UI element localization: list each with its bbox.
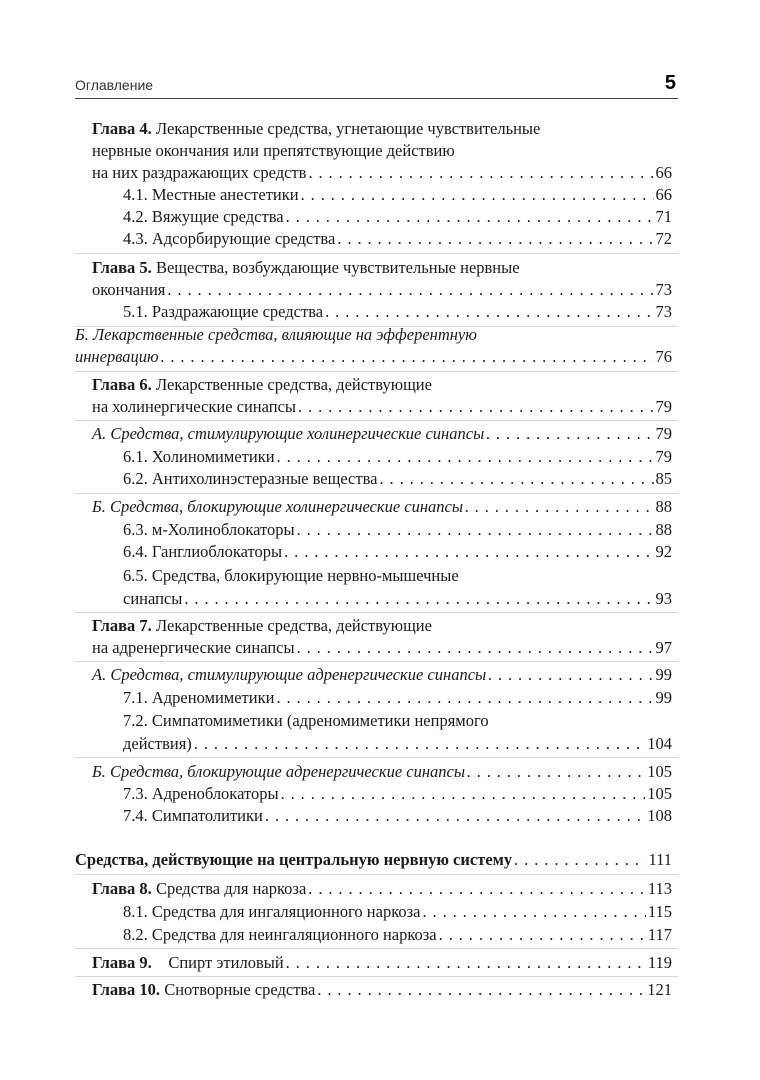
leader-dots <box>308 878 646 900</box>
toc-entry-text: 6.2. Антихолинэстеразные вещества <box>123 469 378 488</box>
toc-entry-text: 6.1. Холиномиметики <box>123 447 275 466</box>
toc-entry[interactable] <box>92 162 672 184</box>
toc-entry[interactable] <box>123 541 672 563</box>
leader-dots <box>308 162 653 184</box>
chapter-label: Глава 7. <box>92 616 152 635</box>
toc-entry[interactable] <box>123 805 672 827</box>
leader-dots <box>286 952 646 974</box>
leader-dots <box>276 687 653 709</box>
toc-page-number: 73 <box>655 280 672 299</box>
divider <box>75 661 678 662</box>
chapter-title: Лекарственные средства, угнетающие чувствительные <box>155 119 541 138</box>
toc-page-number: 97 <box>655 638 672 657</box>
toc-entry[interactable] <box>92 878 672 900</box>
leader-dots <box>265 805 645 827</box>
toc-entry-text: 4.1. Местные анестетики <box>123 185 299 204</box>
toc-entry-text: 6.4. Ганглиоблокаторы <box>123 542 283 561</box>
leader-dots <box>337 228 653 250</box>
toc-entry[interactable] <box>123 206 672 228</box>
toc-entry-text: 7.1. Адреномиметики <box>123 688 275 707</box>
toc-page-number: 99 <box>655 665 672 684</box>
toc-item-6-5-heading: 6.5. Средства, блокирующие нервно-мышечные <box>123 566 459 585</box>
leader-dots <box>161 346 654 368</box>
toc-item-7-2-heading: 7.2. Симпатомиметики (адреномиметики непрямого <box>123 711 489 730</box>
toc-page-number: 108 <box>647 806 672 825</box>
toc-page-number: 113 <box>647 879 672 898</box>
leader-dots <box>514 849 646 871</box>
toc-entry-text: на них раздражающих средств <box>92 163 307 182</box>
divider <box>75 948 678 949</box>
toc-entry-text: Глава 10. Снотворные средства <box>92 980 316 999</box>
toc-entry-text: Глава 9. Спирт этиловый <box>92 953 284 972</box>
toc-entry-text: на холинергические синапсы <box>92 397 296 416</box>
chapter-title: Лекарственные средства, действующие <box>155 616 432 635</box>
toc-page-number: 79 <box>655 447 672 466</box>
toc-page-number: 88 <box>655 497 672 516</box>
toc-page-number: 121 <box>647 980 672 999</box>
toc-entry[interactable] <box>92 761 672 783</box>
toc-entry[interactable] <box>92 952 672 974</box>
toc-page-number: 119 <box>647 953 672 972</box>
leader-dots <box>301 184 654 206</box>
divider <box>75 976 678 977</box>
toc-entry-text: 8.2. Средства для неингаляционного наркоза <box>123 925 437 944</box>
toc-page-number: 117 <box>647 925 672 944</box>
toc-entry[interactable] <box>123 184 672 206</box>
leader-dots <box>422 901 645 923</box>
toc-entry[interactable] <box>92 979 672 1001</box>
divider <box>75 612 678 613</box>
toc-chapter-7-heading <box>92 615 672 637</box>
toc-page-number: 115 <box>647 902 672 921</box>
toc-page-number: 76 <box>655 347 672 366</box>
toc-entry[interactable] <box>123 588 672 610</box>
leader-dots <box>184 588 653 610</box>
toc-entry-text: синапсы <box>123 589 183 608</box>
toc-entry[interactable] <box>123 519 672 541</box>
toc-chapter-6-heading <box>92 374 672 396</box>
chapter-label: Глава 4. <box>92 119 152 138</box>
toc-entry[interactable] <box>92 396 672 418</box>
header-title: Оглавление <box>75 77 154 93</box>
toc-page-number: 79 <box>655 424 672 443</box>
toc-entry-text: Средства, действующие на центральную нервную систему <box>75 850 513 869</box>
toc-entry[interactable] <box>123 446 672 468</box>
toc-entry[interactable] <box>92 496 672 518</box>
leader-dots <box>465 496 653 518</box>
toc-entry-text: А. Средства, стимулирующие холинергические синапсы <box>92 424 485 443</box>
toc-entry[interactable] <box>123 783 672 805</box>
toc-entry-text: А. Средства, стимулирующие адренергические синапсы <box>92 665 487 684</box>
toc-page-number: 104 <box>647 734 672 753</box>
leader-dots <box>380 468 654 490</box>
leader-dots <box>486 423 653 445</box>
toc-page-number: 72 <box>655 229 672 248</box>
toc-page-number: 99 <box>655 688 672 707</box>
chapter-title: Лекарственные средства, действующие <box>155 375 432 394</box>
toc-entry-text: 5.1. Раздражающие средства <box>123 302 324 321</box>
toc-entry-text: 4.2. Вяжущие средства <box>123 207 284 226</box>
leader-dots <box>284 541 653 563</box>
toc-entry[interactable] <box>123 687 672 709</box>
leader-dots <box>488 664 653 686</box>
chapter-title: Вещества, возбуждающие чувствительные нервные <box>155 258 520 277</box>
toc-entry[interactable] <box>123 468 672 490</box>
toc-entry-text: на адренергические синапсы <box>92 638 295 657</box>
toc-page-number: 73 <box>655 302 672 321</box>
toc-entry-text: 8.1. Средства для ингаляционного наркоза <box>123 902 421 921</box>
toc-chapter-5-heading <box>92 257 672 279</box>
toc-page-number: 105 <box>647 762 672 781</box>
toc-entry[interactable] <box>92 423 672 445</box>
toc-page-number: 105 <box>647 784 672 803</box>
leader-dots <box>298 396 654 418</box>
leader-dots <box>467 761 645 783</box>
toc-entry-text: 7.3. Адреноблокаторы <box>123 784 279 803</box>
toc-entry-text: Б. Средства, блокирующие адренергические синапсы <box>92 762 466 781</box>
toc-entry-text: окончания <box>92 280 166 299</box>
toc-entry-text: Б. Средства, блокирующие холинергические синапсы <box>92 497 464 516</box>
toc-entry[interactable] <box>92 664 672 686</box>
divider <box>75 420 678 421</box>
toc-entry[interactable] <box>123 301 672 323</box>
toc-entry[interactable] <box>123 901 672 923</box>
divider <box>75 493 678 494</box>
divider <box>75 874 678 875</box>
toc-section-b-heading: Б. Лекарственные средства, влияющие на эфферентную <box>75 325 477 344</box>
toc-page-number: 93 <box>655 589 672 608</box>
leader-dots <box>277 446 654 468</box>
toc-chapter-4-title-cont: нервные окончания или препятствующие действию <box>92 141 455 160</box>
leader-dots <box>297 519 654 541</box>
running-header <box>75 74 678 99</box>
leader-dots <box>439 924 646 946</box>
toc-entry[interactable] <box>75 849 672 871</box>
leader-dots <box>297 637 654 659</box>
toc-entry[interactable] <box>92 279 672 301</box>
page-number: 5 <box>664 72 676 94</box>
toc-entry[interactable] <box>123 924 672 946</box>
divider <box>75 757 678 758</box>
toc-page-number: 85 <box>655 469 672 488</box>
toc-entry-text: иннервацию <box>75 347 159 366</box>
toc-page-number: 111 <box>648 850 672 869</box>
toc-page-number: 92 <box>655 542 672 561</box>
toc-entry-text: 6.3. м-Холиноблокаторы <box>123 520 295 539</box>
toc-entry[interactable] <box>75 346 672 368</box>
toc-entry-text: 7.4. Симпатолитики <box>123 806 263 825</box>
leader-dots <box>281 783 646 805</box>
toc-entry[interactable] <box>123 228 672 250</box>
toc-entry-text: действия) <box>123 734 192 753</box>
toc-page-number: 66 <box>655 163 672 182</box>
chapter-label: Глава 5. <box>92 258 152 277</box>
toc-entry-text: Глава 8. Средства для наркоза <box>92 879 307 898</box>
toc-chapter-4-heading <box>92 118 672 140</box>
leader-dots <box>194 733 645 755</box>
divider <box>75 253 678 254</box>
leader-dots <box>167 279 653 301</box>
toc-page-number: 71 <box>655 207 672 226</box>
toc-entry-text: 4.3. Адсорбирующие средства <box>123 229 336 248</box>
toc-page-number: 66 <box>655 185 672 204</box>
chapter-label: Глава 6. <box>92 375 152 394</box>
leader-dots <box>317 979 645 1001</box>
toc-page-number: 88 <box>655 520 672 539</box>
divider <box>75 371 678 372</box>
leader-dots <box>286 206 654 228</box>
toc-entry[interactable] <box>92 637 672 659</box>
toc-page-number: 79 <box>655 397 672 416</box>
leader-dots <box>325 301 653 323</box>
toc-entry[interactable] <box>123 733 672 755</box>
